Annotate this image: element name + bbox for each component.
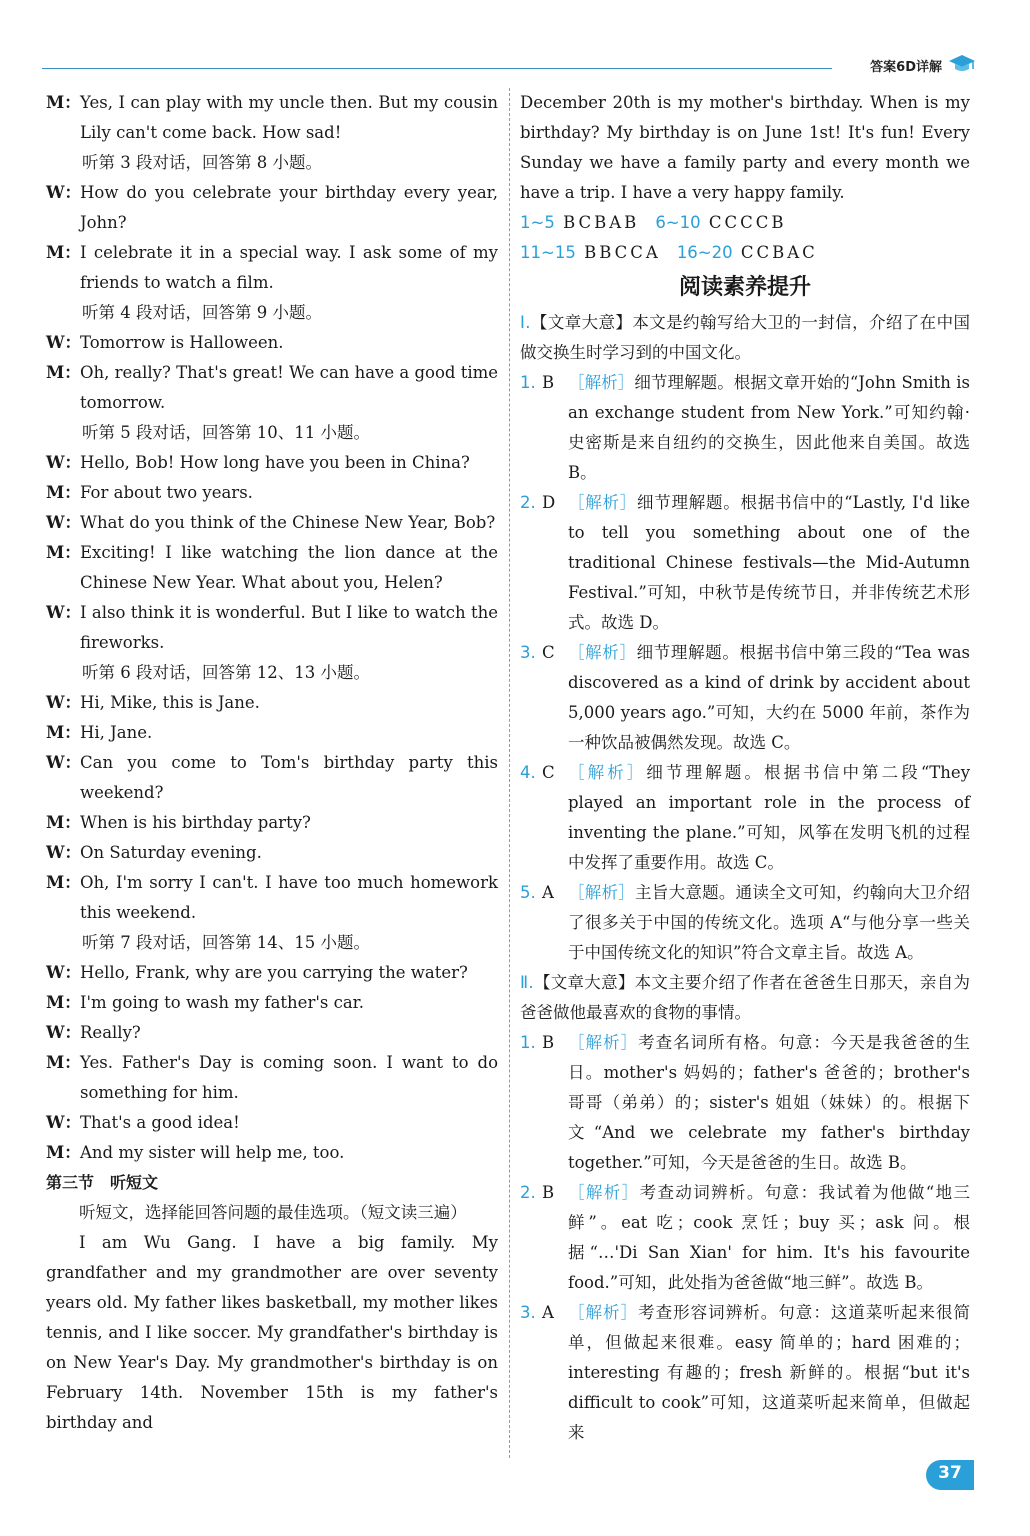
dialogue-text: I celebrate it in a special way. I ask some of my friends to watch a film. [80,243,498,292]
answer-letters: BBCCA [584,243,661,262]
dialogue-line [46,748,498,808]
item-answer: A [542,883,554,902]
part1-roman: Ⅰ. [520,313,531,332]
item-answer: A [542,1303,554,1322]
item-answer: C [542,643,555,662]
analysis-tag: ［解析］ [568,1033,639,1052]
answer-range: 11~15 [520,243,576,262]
dialogue-text: Really? [80,1023,141,1042]
part2-summary-text: 【文章大意】本文主要介绍了作者在爸爸生日那天，亲自为爸爸做他最喜欢的食物的事情。 [520,973,970,1022]
item-number: 1. [520,1033,536,1052]
header-rule [42,68,832,69]
speaker-label: W： [46,1023,82,1042]
speaker-label: M： [46,723,81,742]
explanation-text: 细节理解题。根据书信中第二段“They played an important role in the process of inventing the plane.”可知，风筝在发明飞机的过程中发挥了重要作用。故选 C。 [568,763,971,872]
dialogue-text: And my sister will help me, too. [80,1143,345,1162]
part2-summary [520,968,970,1028]
item-explanation [568,1298,970,1448]
item-explanation [568,1028,970,1178]
answer-row [520,238,970,268]
analysis-tag: ［解析］ [568,1183,640,1202]
analysis-tag: ［解析］ [568,1303,639,1322]
analysis-tag: ［解析］ [568,763,647,782]
speaker-label: M： [46,1143,81,1162]
dialogue-text: For about two years. [80,483,253,502]
dialogue-text: Yes, I can play with my uncle then. But my cousin Lily can't come back. How sad! [80,93,498,142]
column-divider [509,88,510,1458]
speaker-label: M： [46,873,81,892]
part1-summary [520,308,970,368]
page-number: 37 [938,1463,962,1483]
dialogue-line [46,448,498,478]
answer-letters: CCCCB [708,213,787,232]
passage-continued: December 20th is my mother's birthday. When is my birthday? My birthday is on June 1st! It's fun! Every Sunday we have a family party and every month we have a trip. I have a very happy family. [520,93,970,202]
graduation-cap-icon [948,52,976,76]
answer-range: 16~20 [676,243,733,262]
answer-item [520,488,970,638]
part2-roman: Ⅱ. [520,973,534,992]
reading-section-title: 阅读素养提升 [678,275,811,300]
item-number: 5. [520,883,536,902]
dialogue-line [46,718,498,748]
explanation-text: 主旨大意题。通读全文可知，约翰向大卫介绍了很多关于中国的传统文化。选项 A“与他分享一些关于中国传统文化的知识”符合文章主旨。故选 A。 [568,883,971,962]
answer-item [520,1178,970,1298]
item-explanation [568,758,970,878]
dialogue-text: Hello, Frank, why are you carrying the water? [80,963,468,982]
analysis-tag: ［解析］ [568,643,637,662]
item-number: 2. [520,1183,536,1202]
item-number: 2. [520,493,536,512]
explanation-text: 考查名词所有格。句意：今天是我爸爸的生日。mother's 妈妈的；father's 爸爸的；brother's 哥哥（弟弟）的；sister's 姐姐（妹妹）的。根据下文“And we celebrate my father's birthday together.”可知，今天是爸爸的生日。故选 B。 [568,1033,971,1172]
section3-instructions: 听短文，选择能回答问题的最佳选项。（短文读三遍） [79,1203,467,1222]
dialogue-text: On Saturday evening. [80,843,262,862]
answer-range: 1~5 [520,213,555,232]
dialogue-line [46,988,498,1018]
listening-passage: I am Wu Gang. I have a big family. My grandfather and my grandmother are over seventy years old. My father likes basketball, my mother likes tennis, and I like soccer. My grandfather's birthday is on New Year's Day. My grandmother's birthday is on February 14th. November 15th is my father's birthday and [46,1233,498,1432]
dialogue-line [46,688,498,718]
dialogue-line [46,838,498,868]
speaker-label: W： [46,603,82,622]
speaker-label: M： [46,1053,81,1072]
dialogue-line [46,1048,498,1108]
dialogue-line [46,328,498,358]
dialogue-text: Tomorrow is Halloween. [80,333,284,352]
speaker-label: M： [46,543,81,562]
answer-item [520,758,970,878]
question-intro: 听第 7 段对话，回答第 14、15 小题。 [82,933,370,952]
dialogue-line [46,808,498,838]
dialogue-line [46,1138,498,1168]
dialogue-text: Exciting! I like watching the lion dance at the Chinese New Year. What about you, Helen? [80,543,498,592]
part1-answers [520,368,970,968]
answer-range: 6~10 [655,213,701,232]
question-intro: 听第 4 段对话，回答第 9 小题。 [82,303,322,322]
item-answer: C [542,763,555,782]
dialogue-text: Yes. Father's Day is coming soon. I want to do something for him. [80,1053,498,1102]
answer-item [520,878,970,968]
speaker-label: M： [46,483,81,502]
answer-letters: CCBAC [740,243,818,262]
answer-row [520,208,970,238]
page-number-badge [926,1460,974,1490]
part1-summary-text: 【文章大意】本文是约翰写给大卫的一封信，介绍了在中国做交换生时学习到的中国文化。 [520,313,970,362]
answer-item [520,1028,970,1178]
dialogue-text: What do you think of the Chinese New Year, Bob? [80,513,496,532]
analysis-tag: ［解析］ [568,883,636,902]
analysis-tag: ［解析］ [568,493,638,512]
explanation-text: 考查动词辨析。句意：我试着为他做“地三鲜”。eat 吃；cook 烹饪；buy 买；ask 问。根据“…'Di San Xian' for him. It's his favourite food.”可知，此处指为爸爸做“地三鲜”。故选 B。 [568,1183,971,1292]
left-column [46,88,498,1438]
listening-script [46,88,498,1168]
dialogue-line [46,478,498,508]
question-intro: 听第 5 段对话，回答第 10、11 小题。 [82,423,370,442]
dialogue-text: Hi, Jane. [80,723,153,742]
speaker-label: M： [46,93,81,112]
dialogue-text: Oh, really? That's great! We can have a good time tomorrow. [80,363,499,412]
explanation-text: 细节理解题。根据书信中的“Lastly, I'd like to tell you something about one of the traditional Chinese festivals—the Mid-Autumn Festival.”可知，中秋节是传统节日，并非传统艺术形式。故选 D。 [568,493,971,632]
page-header [42,52,1002,82]
speaker-label: W： [46,513,82,532]
explanation-text: 细节理解题。根据文章开始的“John Smith is an exchange student from New York.”可知约翰·史密斯是来自纽约的交换生，因此他来自美国。故选 B。 [568,373,970,482]
dialogue-line [46,88,498,148]
item-explanation [568,1178,970,1298]
explanation-text: 细节理解题。根据书信中第三段的“Tea was discovered as a kind of drink by accident about 5,000 years ago.”可知，大约在 5000 年前，茶作为一种饮品被偶然发现。故选 C。 [568,643,971,752]
dialogue-text: I also think it is wonderful. But I like to watch the fireworks. [80,603,498,652]
speaker-label: W： [46,1113,82,1132]
question-intro: 听第 3 段对话，回答第 8 小题。 [82,153,322,172]
dialogue-line [46,598,498,658]
part2-answers [520,1028,970,1448]
item-explanation [568,488,970,638]
speaker-label: W： [46,963,82,982]
answer-item [520,368,970,488]
speaker-label: W： [46,843,82,862]
dialogue-line [46,958,498,988]
dialogue-text: When is his birthday party? [80,813,311,832]
speaker-label: M： [46,243,81,262]
item-answer: B [542,373,555,392]
speaker-label: W： [46,183,82,202]
dialogue-line [46,358,498,418]
dialogue-line [46,1108,498,1138]
answer-letters: BCBAB [563,213,640,232]
dialogue-text: That's a good idea! [80,1113,240,1132]
item-answer: B [542,1033,555,1052]
speaker-label: M： [46,813,81,832]
speaker-label: M： [46,363,81,382]
dialogue-line [46,538,498,598]
dialogue-line [46,238,498,298]
answer-item [520,1298,970,1448]
dialogue-line [46,868,498,928]
section3-title: 第三节 听短文 [46,1173,159,1192]
dialogue-text: How do you celebrate your birthday every year, John? [80,183,498,232]
explanation-text: 考查形容词辨析。句意：这道菜听起来很简单，但做起来很难。easy 简单的；hard 困难的；interesting 有趣的；fresh 新鲜的。根据“but it's difficult to cook”可知，这道菜听起来简单，但做起来 [568,1303,971,1442]
header-label: 答案6D详解 [870,60,942,75]
item-explanation [568,368,970,488]
speaker-label: W： [46,333,82,352]
dialogue-line [46,178,498,238]
item-number: 3. [520,643,536,662]
dialogue-text: Hello, Bob! How long have you been in China? [80,453,470,472]
item-number: 3. [520,1303,536,1322]
item-explanation [568,878,970,968]
answer-item [520,638,970,758]
item-number: 1. [520,373,536,392]
speaker-label: W： [46,693,82,712]
item-explanation [568,638,970,758]
dialogue-line [46,508,498,538]
speaker-label: W： [46,753,82,772]
item-answer: D [542,493,556,512]
right-column [520,88,970,1448]
analysis-tag: ［解析］ [568,373,635,392]
dialogue-line [46,1018,498,1048]
dialogue-text: I'm going to wash my father's car. [80,993,364,1012]
dialogue-text: Oh, I'm sorry I can't. I have too much homework this weekend. [80,873,498,922]
speaker-label: M： [46,993,81,1012]
item-number: 4. [520,763,536,782]
item-answer: B [542,1183,555,1202]
dialogue-text: Hi, Mike, this is Jane. [80,693,260,712]
dialogue-text: Can you come to Tom's birthday party this weekend? [80,753,498,802]
speaker-label: W： [46,453,82,472]
question-intro: 听第 6 段对话，回答第 12、13 小题。 [82,663,370,682]
